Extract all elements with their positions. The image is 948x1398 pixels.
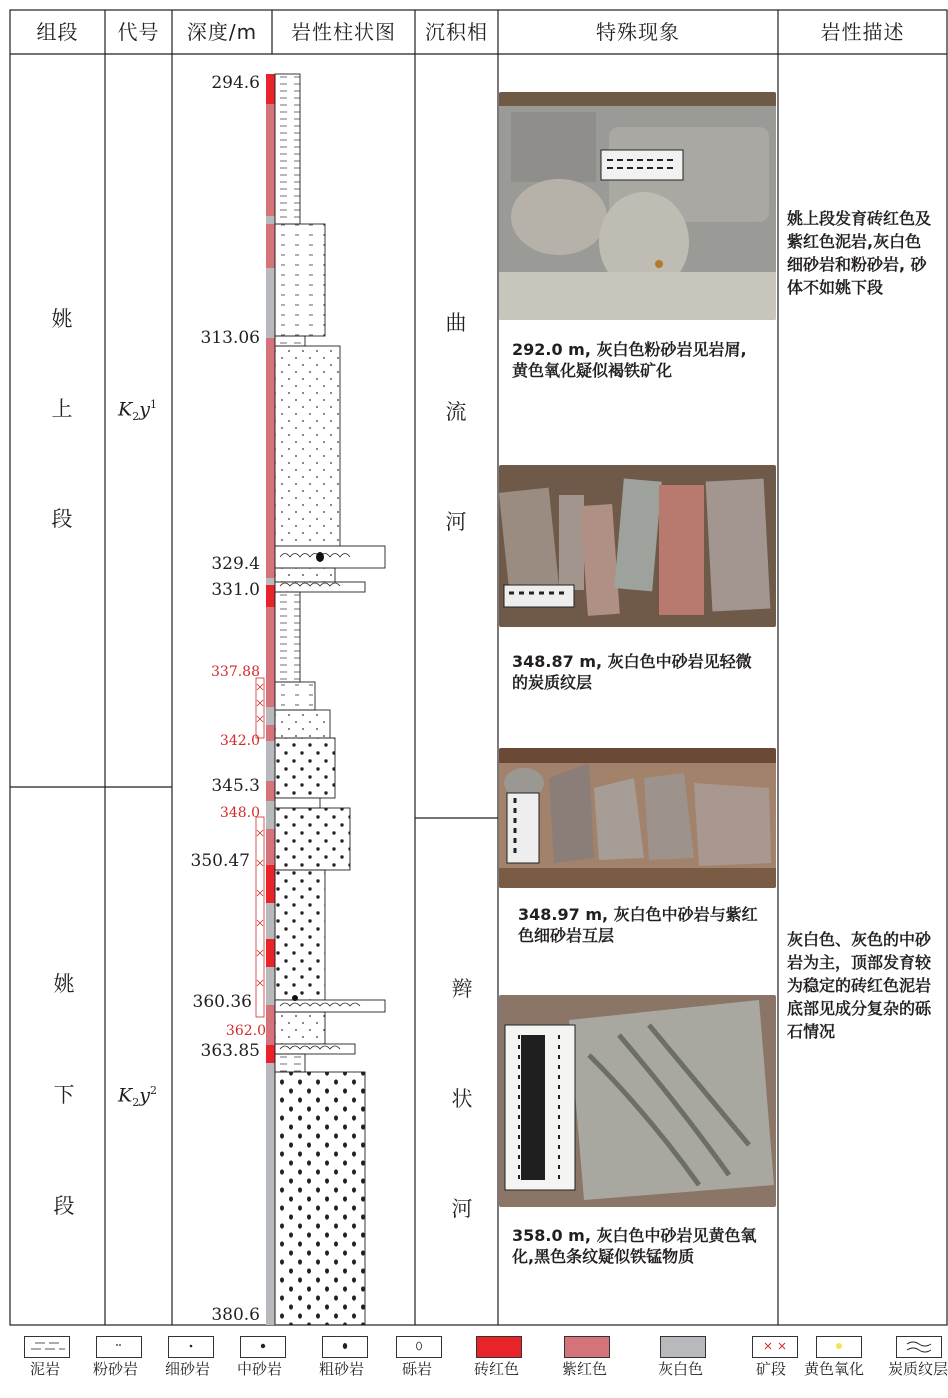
- header-depth: 深度/m: [186, 20, 258, 44]
- legend-label: 砖红色: [474, 1360, 520, 1378]
- upper-member-code: $K_2y^1$: [118, 398, 157, 424]
- legend-label: 中砂岩: [237, 1360, 283, 1378]
- core-photo-3: [499, 748, 776, 888]
- lower-member-char-1: 姚: [53, 972, 75, 996]
- depth-label-ore: 337.88: [211, 664, 260, 680]
- header-formation: 组段: [36, 20, 79, 44]
- depth-label: 331.0: [211, 580, 260, 600]
- legend-label: 灰白色: [658, 1360, 704, 1378]
- purple-red-swatch-icon: [564, 1336, 610, 1358]
- conglomerate-symbol-icon: [396, 1336, 442, 1358]
- gray-white-swatch-icon: [660, 1336, 706, 1358]
- header-phenomena: 特殊现象: [596, 20, 680, 44]
- depth-label: 363.85: [200, 1041, 260, 1061]
- legend-label: 黄色氧化: [804, 1360, 865, 1378]
- photo-caption: 292.0 m, 灰白色粉砂岩见岩屑, 黄色氧化疑似褐铁矿化: [512, 340, 747, 380]
- yellow-oxidation-symbol-icon: [816, 1336, 862, 1358]
- description-upper: 姚上段发育砖红色及紫红色泥岩,灰白色细砂岩和粉砂岩, 砂体不如姚下段: [787, 209, 932, 297]
- facies-braided-char-3: 河: [451, 1197, 473, 1221]
- lower-member-char-3: 段: [53, 1194, 75, 1218]
- legend-label: 紫红色: [562, 1360, 608, 1378]
- core-photo-1: [499, 92, 776, 320]
- depth-label: 294.6: [211, 73, 260, 93]
- depth-label-ore: 348.0: [219, 805, 260, 821]
- header-code: 代号: [117, 20, 160, 44]
- legend-label: 粗砂岩: [319, 1360, 365, 1378]
- depth-label: 313.06: [200, 328, 260, 348]
- legend-label: 矿段: [756, 1360, 787, 1378]
- header-description: 岩性描述: [820, 20, 905, 44]
- description-lower: 灰白色、灰色的中砂岩为主，顶部发育较为稳定的砖红色泥岩底部见成分复杂的砾石情况: [787, 930, 932, 1041]
- header-facies: 沉积相: [425, 20, 488, 44]
- lithology-column: [250, 60, 415, 1325]
- legend-label: 粉砂岩: [93, 1360, 139, 1378]
- lower-member-char-2: 下: [53, 1083, 75, 1107]
- facies-meandering-char-1: 曲: [445, 311, 467, 335]
- depth-label: 345.3: [211, 776, 260, 796]
- depth-label-ore: 342.0: [219, 733, 260, 749]
- mudstone-symbol-icon: [24, 1336, 70, 1358]
- legend-label: 炭质纹层: [888, 1360, 948, 1378]
- medium-sandstone-symbol-icon: [240, 1336, 286, 1358]
- upper-member-char-2: 上: [51, 397, 73, 421]
- legend-label: 砾岩: [402, 1360, 433, 1378]
- photo-caption: 348.87 m, 灰白色中砂岩见轻微的炭质纹层: [512, 652, 752, 692]
- legend-label: 泥岩: [30, 1360, 61, 1378]
- depth-label: 350.47: [190, 851, 250, 871]
- siltstone-symbol-icon: [96, 1336, 142, 1358]
- photo-caption: 358.0 m, 灰白色中砂岩见黄色氧化,黑色条纹疑似铁锰物质: [512, 1226, 757, 1266]
- depth-label: 380.6: [211, 1305, 260, 1325]
- facies-braided-char-2: 状: [451, 1087, 473, 1111]
- color-strip: [266, 74, 275, 1325]
- coarse-sandstone-symbol-icon: [322, 1336, 368, 1358]
- core-photo-2: [499, 465, 776, 627]
- core-photo-4: [499, 995, 776, 1207]
- photo-caption: 348.97 m, 灰白色中砂岩与紫红色细砂岩互层: [518, 905, 758, 945]
- ore-section-markers: [256, 678, 264, 1017]
- ore-section-symbol-icon: [752, 1336, 798, 1358]
- brick-red-swatch-icon: [476, 1336, 522, 1358]
- header-lithology-column: 岩性柱状图: [291, 20, 396, 44]
- lower-member-code: $K_2y^2$: [118, 1084, 157, 1110]
- depth-label-ore: 362.0: [225, 1023, 266, 1039]
- facies-meandering-char-2: 流: [445, 400, 467, 424]
- fine-sandstone-symbol-icon: [168, 1336, 214, 1358]
- depth-label: 329.4: [211, 554, 260, 574]
- facies-braided-char-1: 辫: [451, 977, 473, 1001]
- facies-meandering-char-3: 河: [445, 510, 467, 534]
- upper-member-char-3: 段: [51, 507, 73, 531]
- depth-label: 360.36: [192, 992, 252, 1012]
- carbonaceous-lamina-symbol-icon: [896, 1336, 942, 1358]
- upper-member-char-1: 姚: [51, 307, 73, 331]
- legend-label: 细砂岩: [165, 1360, 211, 1378]
